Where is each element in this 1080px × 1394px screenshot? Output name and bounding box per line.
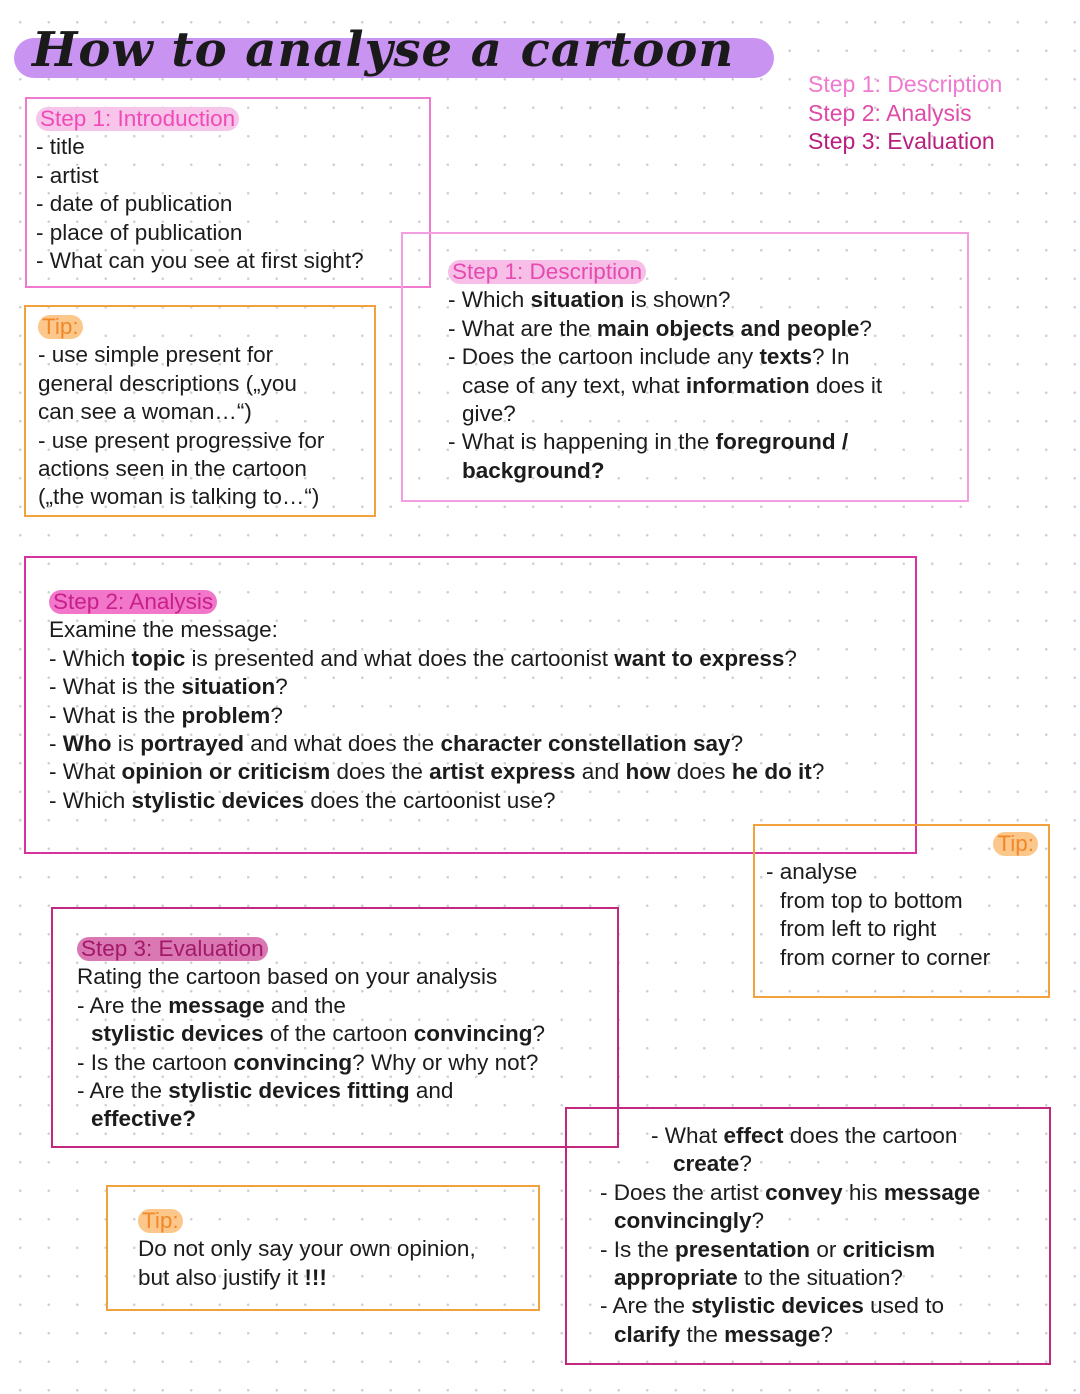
question-line: - Which topic is presented and what does the cartoonist want to express? [49, 645, 797, 671]
question-line: - Are the message and the [77, 992, 346, 1018]
question-line: - Does the cartoon include any texts? In [448, 344, 850, 370]
tip-line: - analyse [766, 859, 858, 885]
question-line: - Does the artist convey his message [600, 1179, 981, 1205]
question-line: stylistic devices of the cartoon convincing? [91, 1021, 545, 1047]
introduction-content [36, 105, 364, 275]
tip-line: actions seen in the cartoon [38, 456, 307, 482]
tip-opinion-content [138, 1207, 476, 1292]
question-line: - Are the stylistic devices used to [600, 1293, 944, 1319]
list-item: - place of publication [36, 219, 243, 245]
question-line: - Is the cartoon convincing? Why or why not? [77, 1049, 539, 1075]
question-line: create? [673, 1151, 752, 1177]
tip-line: - use present progressive for [38, 427, 325, 453]
tip-line: - use simple present for [38, 342, 274, 368]
list-item: - title [36, 134, 85, 160]
tip-line: from corner to corner [780, 944, 991, 970]
question-line: - What is the problem? [49, 702, 283, 728]
tip-line: general descriptions („you [38, 370, 297, 396]
tip-line: Do not only say your own opinion, [138, 1236, 476, 1262]
analysis-content [49, 588, 824, 815]
list-item: - artist [36, 162, 99, 188]
list-item: - date of publication [36, 191, 233, 217]
evaluation-content [77, 935, 545, 1134]
question-line: - Which situation is shown? [448, 287, 731, 313]
question-line: - What is the situation? [49, 674, 288, 700]
question-line: - Which stylistic devices does the cartoonist use? [49, 787, 556, 813]
description-content [448, 258, 882, 485]
introduction-heading: Step 1: Introduction [36, 107, 239, 131]
overview-step-3: Step 3: Evaluation [808, 128, 995, 154]
question-line: give? [462, 401, 516, 427]
question-line: - What are the main objects and people? [448, 315, 872, 341]
list-item: - What can you see at first sight? [36, 248, 364, 274]
question-line: clarify the message? [614, 1321, 833, 1347]
evaluation-heading: Step 3: Evaluation [77, 937, 268, 961]
question-line: - What is happening in the foreground / [448, 429, 849, 455]
analysis-heading: Step 2: Analysis [49, 590, 217, 614]
question-line: - What opinion or criticism does the artist express and how does he do it? [49, 759, 825, 785]
question-line: - Are the stylistic devices fitting and [77, 1078, 454, 1104]
question-line: background? [462, 457, 605, 483]
tip-line: can see a woman…“) [38, 399, 252, 425]
steps-overview [808, 70, 1002, 156]
tip-heading: Tip: [38, 315, 83, 339]
question-line: - Who is portrayed and what does the character constellation say? [49, 731, 744, 757]
tip-line: („the woman is talking to…“) [38, 484, 320, 510]
title-banner [14, 22, 734, 78]
description-heading: Step 1: Description [448, 260, 646, 284]
evaluation-intro: Rating the cartoon based on your analysis [77, 964, 498, 990]
tip-analyse-content [766, 830, 1040, 972]
tip-line: but also justify it !!! [138, 1264, 327, 1290]
question-line: - What effect does the cartoon [651, 1123, 958, 1148]
evaluation-questions-content [600, 1122, 980, 1349]
question-line: effective? [91, 1106, 197, 1132]
page-title: How to analyse a cartoon [32, 22, 735, 78]
overview-step-2: Step 2: Analysis [808, 99, 972, 126]
question-line: case of any text, what information does it [462, 372, 883, 398]
tip-heading: Tip: [138, 1209, 183, 1233]
tip-line: from left to right [780, 916, 937, 942]
question-line: convincingly? [614, 1208, 765, 1234]
overview-step-1: Step 1: Description [808, 71, 1003, 97]
question-line: appropriate to the situation? [614, 1265, 903, 1291]
question-line: - Is the presentation or criticism [600, 1236, 936, 1262]
analysis-intro: Examine the message: [49, 617, 278, 643]
tip-tenses-content [38, 313, 324, 512]
tip-heading: Tip: [993, 832, 1038, 856]
tip-line: from top to bottom [780, 887, 963, 913]
